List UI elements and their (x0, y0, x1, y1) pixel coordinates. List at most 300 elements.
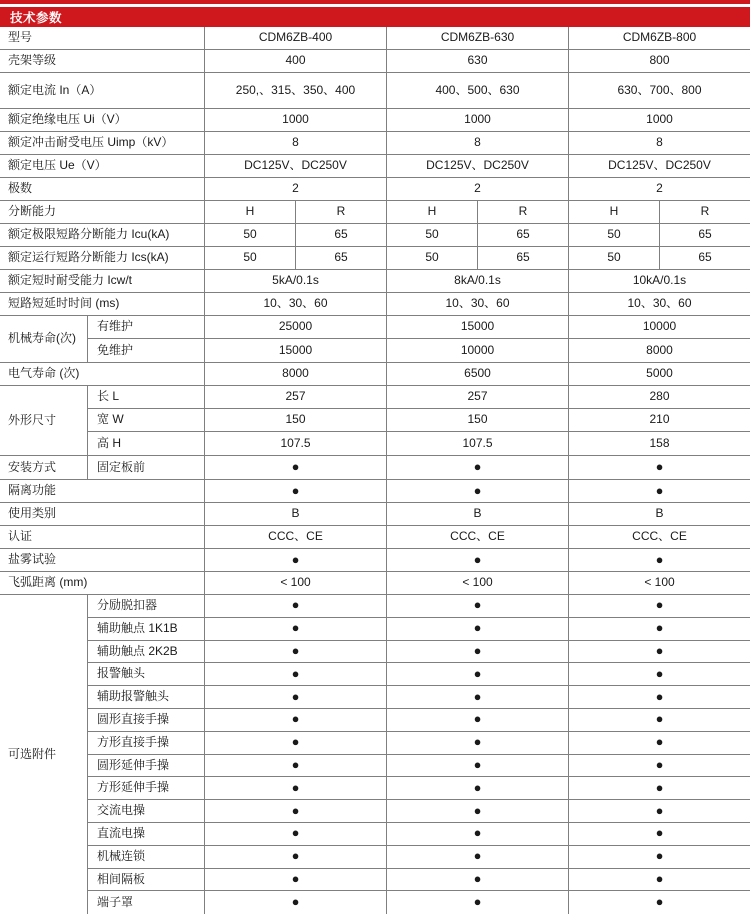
param-value-cell (569, 503, 750, 525)
param-value-cell (569, 73, 750, 108)
split-half (569, 201, 660, 223)
table-row (0, 503, 750, 526)
param-value: 10、30、60 (627, 296, 692, 311)
param-value-cell (387, 27, 569, 49)
dot-indicator-icon: ● (291, 665, 300, 681)
param-value: 8000 (646, 342, 673, 357)
param-value-cell (387, 409, 569, 431)
param-value: H (245, 204, 255, 219)
param-value: 65 (698, 227, 712, 242)
param-value-cell (205, 618, 387, 640)
group-label-cell (0, 316, 88, 362)
dot-indicator-icon: ● (655, 620, 664, 636)
subrow-label-cell (88, 456, 205, 479)
param-value-cell (569, 456, 750, 479)
row-label: 额定电压 Ue（V） (8, 158, 107, 173)
param-value-cell (387, 686, 569, 708)
table-subrow (88, 777, 750, 800)
row-label-cell (0, 27, 205, 49)
group-body (88, 386, 750, 455)
row-label-cell (0, 178, 205, 200)
row-label-cell (0, 224, 205, 246)
param-value-cell (569, 800, 750, 822)
param-value: 107.5 (462, 435, 493, 450)
subrow-label: 报警触头 (97, 666, 146, 681)
row-label: 短路短延时时间 (ms) (8, 296, 120, 311)
dot-indicator-icon: ● (473, 665, 482, 681)
param-value: 6500 (464, 366, 491, 381)
param-value: 50 (607, 227, 621, 242)
group-body (88, 316, 750, 362)
param-value: 25000 (278, 319, 313, 334)
param-value-cell (205, 526, 387, 548)
dot-indicator-icon: ● (291, 779, 300, 795)
param-value: 2 (656, 181, 663, 196)
param-value-cell (387, 432, 569, 455)
split-half (296, 201, 386, 223)
param-value-cell (387, 293, 569, 315)
dot-indicator-icon: ● (655, 757, 664, 772)
param-value-cell (387, 456, 569, 479)
row-label: 额定极限短路分断能力 Icu(kA) (8, 227, 170, 242)
table-row (0, 549, 750, 572)
row-label-cell (0, 73, 205, 108)
subrow-label: 圆形延伸手操 (97, 757, 170, 772)
dot-indicator-icon: ● (655, 870, 664, 886)
param-value: 150 (467, 412, 488, 427)
param-value-cell (569, 755, 750, 777)
param-value-cell (387, 224, 569, 246)
section-title: 技术参数 (10, 11, 63, 25)
table-row (0, 109, 750, 132)
param-value-cell (205, 201, 387, 223)
dot-indicator-icon: ● (473, 757, 482, 772)
split-half (569, 247, 660, 269)
param-value: 107.5 (280, 435, 311, 450)
param-value: 158 (649, 435, 670, 450)
subrow-label-cell (88, 595, 205, 617)
dot-indicator-icon: ● (473, 482, 482, 498)
param-value-cell (387, 247, 569, 269)
row-label: 使用类别 (8, 506, 57, 521)
split-half (296, 224, 386, 246)
param-value-cell (205, 755, 387, 777)
param-value-cell (569, 549, 750, 571)
param-value: 65 (334, 227, 348, 242)
subrow-label: 辅助触点 1K1B (97, 620, 178, 635)
split-half (478, 224, 568, 246)
param-value-cell (569, 869, 750, 891)
table-row (0, 201, 750, 224)
param-value-cell (387, 178, 569, 200)
subrow-label-cell (88, 663, 205, 685)
table-subrow (88, 846, 750, 869)
subrow-label: 交流电操 (97, 803, 146, 818)
subrow-label: 辅助报警触头 (97, 689, 170, 704)
param-value: < 100 (462, 575, 493, 590)
table-row (0, 132, 750, 155)
param-value-cell (205, 109, 387, 131)
param-value-cell (387, 869, 569, 891)
subrow-label: 长 L (97, 389, 120, 404)
param-value-cell (569, 663, 750, 685)
subrow-label-cell (88, 846, 205, 868)
row-label-cell (0, 549, 205, 571)
group-label-cell (0, 456, 88, 479)
param-value-cell (205, 27, 387, 49)
group-body (88, 456, 750, 479)
param-value-cell (387, 526, 569, 548)
param-value-cell (387, 503, 569, 525)
dot-indicator-icon: ● (291, 825, 300, 841)
param-value-cell (387, 549, 569, 571)
param-value-cell (569, 595, 750, 617)
param-value-cell (387, 201, 569, 223)
param-value-cell (205, 549, 387, 571)
row-label-cell (0, 293, 205, 315)
split-half (205, 201, 296, 223)
dot-indicator-icon: ● (291, 482, 300, 498)
row-label-cell (0, 572, 205, 594)
param-value-cell (569, 247, 750, 269)
param-value-cell (569, 178, 750, 200)
split-half (205, 224, 296, 246)
param-value-cell (205, 178, 387, 200)
row-label: 隔离功能 (8, 483, 57, 498)
param-value: 50 (607, 250, 621, 265)
table-row-group (0, 316, 750, 363)
param-value-cell (205, 641, 387, 663)
table-row (0, 247, 750, 270)
param-value-cell (387, 663, 569, 685)
param-value-cell (569, 823, 750, 845)
param-value-cell (205, 869, 387, 891)
row-label-cell (0, 132, 205, 154)
param-value-cell (205, 224, 387, 246)
param-value-cell (569, 526, 750, 548)
dot-indicator-icon: ● (655, 597, 664, 613)
group-label: 机械寿命(次) (8, 331, 76, 346)
param-value: 8 (656, 135, 663, 150)
dot-indicator-icon: ● (655, 459, 664, 475)
split-half (478, 247, 568, 269)
row-label: 电气寿命 (次) (8, 366, 80, 381)
split-half (387, 224, 478, 246)
dot-indicator-icon: ● (291, 870, 300, 886)
dot-indicator-icon: ● (473, 620, 482, 636)
group-label-cell (0, 386, 88, 455)
param-value: 250,、315、350、400 (235, 82, 356, 97)
subrow-label: 机械连锁 (97, 848, 146, 863)
subrow-label: 方形直接手操 (97, 734, 170, 749)
subrow-label-cell (88, 709, 205, 731)
param-value-cell (205, 50, 387, 72)
subrow-label: 固定板前 (97, 459, 146, 474)
subrow-label: 圆形直接手操 (97, 711, 170, 726)
table-row-group (0, 386, 750, 456)
param-value-cell (569, 480, 750, 502)
param-value: 65 (516, 227, 530, 242)
table-subrow (88, 339, 750, 362)
param-value-cell (387, 270, 569, 292)
param-value: 257 (285, 389, 306, 404)
param-value-cell (205, 316, 387, 338)
param-value: DC125V、DC250V (608, 158, 711, 173)
param-value-cell (205, 686, 387, 708)
param-value: 50 (243, 227, 257, 242)
param-value-cell (387, 732, 569, 754)
param-value: CDM6ZB-800 (622, 30, 697, 45)
param-value-cell (205, 155, 387, 177)
table-row (0, 27, 750, 50)
subrow-label-cell (88, 641, 205, 663)
param-value: CCC、CE (450, 529, 505, 544)
param-value: 800 (649, 53, 670, 68)
param-value-cell (569, 27, 750, 49)
param-value: 400 (285, 53, 306, 68)
dot-indicator-icon: ● (291, 643, 300, 659)
dot-indicator-icon: ● (473, 734, 482, 750)
table-row (0, 293, 750, 316)
param-value: 8 (474, 135, 481, 150)
table-row-group (0, 456, 750, 480)
param-value: 400、500、630 (435, 82, 520, 97)
table-row (0, 155, 750, 178)
table-row (0, 50, 750, 73)
param-value-cell (205, 247, 387, 269)
param-value: CDM6ZB-400 (258, 30, 333, 45)
param-value-cell (205, 709, 387, 731)
param-value-cell (387, 572, 569, 594)
subrow-label-cell (88, 891, 205, 914)
param-value-cell (205, 270, 387, 292)
param-value-cell (387, 823, 569, 845)
table-subrow (88, 595, 750, 618)
param-value: H (609, 204, 619, 219)
param-value: 10kA/0.1s (632, 273, 687, 288)
param-value: 5kA/0.1s (272, 273, 319, 288)
param-value: 8000 (282, 366, 309, 381)
param-value: 1000 (464, 112, 491, 127)
dot-indicator-icon: ● (473, 711, 482, 727)
param-value-cell (569, 224, 750, 246)
subrow-label-cell (88, 732, 205, 754)
row-label-cell (0, 247, 205, 269)
row-label-cell (0, 109, 205, 131)
table-subrow (88, 618, 750, 641)
param-value-cell (205, 823, 387, 845)
param-value: R (700, 204, 710, 219)
row-label: 极数 (8, 181, 33, 196)
subrow-label: 辅助触点 2K2B (97, 643, 178, 658)
param-value: 65 (698, 250, 712, 265)
param-value: 10、30、60 (263, 296, 328, 311)
group-body (88, 595, 750, 914)
subrow-label-cell (88, 823, 205, 845)
dot-indicator-icon: ● (655, 665, 664, 681)
split-half (387, 201, 478, 223)
split-half (205, 247, 296, 269)
param-value-cell (205, 386, 387, 408)
param-value: 1000 (282, 112, 309, 127)
param-value: 8 (292, 135, 299, 150)
table-subrow (88, 755, 750, 778)
table-row (0, 480, 750, 503)
table-row (0, 73, 750, 109)
param-value: CDM6ZB-630 (440, 30, 515, 45)
param-value: 2 (292, 181, 299, 196)
dot-indicator-icon: ● (655, 711, 664, 727)
group-label-cell (0, 595, 88, 914)
dot-indicator-icon: ● (655, 848, 664, 864)
group-label: 安装方式 (8, 459, 57, 474)
dot-indicator-icon: ● (655, 482, 664, 498)
dot-indicator-icon: ● (473, 459, 482, 475)
param-value-cell (569, 686, 750, 708)
param-value-cell (205, 432, 387, 455)
param-value: 10000 (642, 319, 677, 334)
split-half (660, 201, 750, 223)
table-row (0, 224, 750, 247)
split-half (660, 247, 750, 269)
table-row (0, 178, 750, 201)
row-label: 飞弧距离 (mm) (8, 575, 88, 590)
group-label: 可选附件 (8, 746, 57, 761)
subrow-label: 方形延伸手操 (97, 780, 170, 795)
param-value-cell (205, 891, 387, 914)
subrow-label-cell (88, 316, 205, 338)
dot-indicator-icon: ● (655, 894, 664, 910)
param-value-cell (387, 155, 569, 177)
dot-indicator-icon: ● (291, 734, 300, 750)
table-row-group (0, 595, 750, 914)
param-value-cell (387, 800, 569, 822)
subrow-label: 直流电操 (97, 825, 146, 840)
param-value-cell (569, 409, 750, 431)
param-value-cell (569, 293, 750, 315)
row-label: 分断能力 (8, 204, 57, 219)
param-value: CCC、CE (268, 529, 323, 544)
table-row (0, 572, 750, 595)
dot-indicator-icon: ● (291, 894, 300, 910)
dot-indicator-icon: ● (473, 779, 482, 795)
dot-indicator-icon: ● (473, 870, 482, 886)
table-subrow (88, 432, 750, 455)
param-value-cell (387, 846, 569, 868)
param-value-cell (387, 109, 569, 131)
row-label: 壳架等级 (8, 53, 57, 68)
subrow-label-cell (88, 409, 205, 431)
dot-indicator-icon: ● (655, 802, 664, 818)
param-value-cell (205, 73, 387, 108)
param-value: 10000 (460, 342, 495, 357)
dot-indicator-icon: ● (291, 757, 300, 772)
subrow-label: 高 H (97, 435, 122, 450)
param-value: 5000 (646, 366, 673, 381)
row-label: 盐雾试验 (8, 552, 57, 567)
row-label: 额定运行短路分断能力 Ics(kA) (8, 250, 169, 265)
subrow-label-cell (88, 686, 205, 708)
param-value-cell (205, 572, 387, 594)
param-value: DC125V、DC250V (244, 158, 347, 173)
dot-indicator-icon: ● (291, 620, 300, 636)
dot-indicator-icon: ● (473, 688, 482, 704)
table-subrow (88, 800, 750, 823)
param-value: R (336, 204, 346, 219)
table-subrow (88, 869, 750, 892)
param-value-cell (205, 363, 387, 385)
dot-indicator-icon: ● (473, 825, 482, 841)
section-header (0, 7, 750, 27)
param-value-cell (205, 800, 387, 822)
param-value: DC125V、DC250V (426, 158, 529, 173)
dot-indicator-icon: ● (291, 802, 300, 818)
param-value-cell (387, 339, 569, 362)
row-label: 认证 (8, 529, 33, 544)
param-value: H (427, 204, 437, 219)
param-value-cell (387, 891, 569, 914)
param-value-cell (569, 316, 750, 338)
subrow-label: 相间隔板 (97, 871, 146, 886)
param-value: 2 (474, 181, 481, 196)
dot-indicator-icon: ● (291, 848, 300, 864)
param-value: 15000 (278, 342, 313, 357)
param-value-cell (387, 641, 569, 663)
table-row (0, 363, 750, 386)
dot-indicator-icon: ● (473, 848, 482, 864)
param-value: 10、30、60 (445, 296, 510, 311)
param-value: 280 (649, 389, 670, 404)
param-value-cell (387, 316, 569, 338)
dot-indicator-icon: ● (473, 643, 482, 659)
param-value-cell (205, 456, 387, 479)
param-value-cell (569, 732, 750, 754)
param-value-cell (387, 50, 569, 72)
param-value-cell (205, 777, 387, 799)
param-value-cell (569, 572, 750, 594)
param-value-cell (569, 386, 750, 408)
param-value-cell (569, 709, 750, 731)
split-half (296, 247, 386, 269)
dot-indicator-icon: ● (655, 551, 664, 567)
table-subrow (88, 409, 750, 432)
param-value: B (655, 506, 664, 521)
table-subrow (88, 823, 750, 846)
param-value-cell (569, 155, 750, 177)
param-value-cell (569, 201, 750, 223)
row-label-cell (0, 50, 205, 72)
param-value: R (518, 204, 528, 219)
param-value: 50 (425, 227, 439, 242)
param-value: 630、700、800 (617, 82, 702, 97)
row-label-cell (0, 155, 205, 177)
table-subrow (88, 709, 750, 732)
table-subrow (88, 386, 750, 409)
table-subrow (88, 732, 750, 755)
param-value-cell (205, 409, 387, 431)
table-row (0, 526, 750, 549)
param-value-cell (569, 432, 750, 455)
param-value-cell (569, 132, 750, 154)
dot-indicator-icon: ● (291, 688, 300, 704)
subrow-label-cell (88, 755, 205, 777)
split-half (569, 224, 660, 246)
table-subrow (88, 316, 750, 339)
row-label: 型号 (8, 30, 33, 45)
param-value: 15000 (460, 319, 495, 334)
param-value: 65 (334, 250, 348, 265)
param-value-cell (387, 595, 569, 617)
